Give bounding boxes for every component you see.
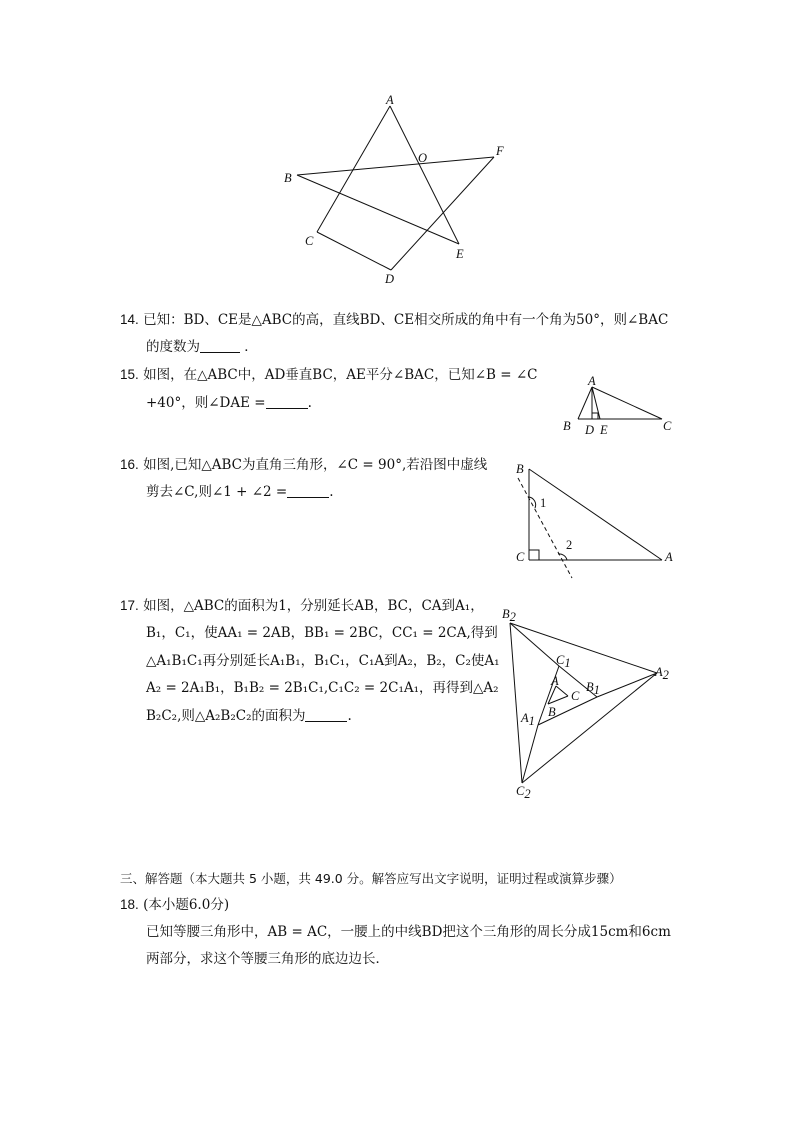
q14-text-1: 已知：BD、CE是△ABC的高，直线BD、CE相交所成的角中有一个角为50°，则∠BAC bbox=[143, 312, 669, 328]
label-B1: B1 bbox=[586, 680, 600, 697]
segment-C2B2 bbox=[510, 623, 522, 783]
q16-text-1: 如图,已知△ABC为直角三角形，∠C = 90°,若沿图中虚线 bbox=[143, 457, 488, 473]
label-2: 2 bbox=[566, 538, 573, 552]
q17-number: 17. bbox=[120, 598, 139, 613]
q14-text-2-end: ． bbox=[244, 339, 258, 355]
section3-heading: 三、解答题（本大题共 5 小题，共 49.0 分。解答应写出文字说明，证明过程或演算步骤） bbox=[120, 871, 622, 886]
q18-line1 bbox=[146, 923, 671, 941]
label-B2: B2 bbox=[502, 607, 516, 624]
q18-text-1: 已知等腰三角形中，AB = AC，一腰上的中线BD把这个三角形的周长分成15cm和6cm bbox=[146, 924, 671, 940]
q17-text-2: B₁，C₁，使AA₁ = 2AB，BB₁ = 2BC，CC₁ = 2CA,得到 bbox=[146, 625, 498, 641]
segment-B2A2 bbox=[510, 623, 657, 673]
label-A: A bbox=[588, 374, 596, 388]
q17-text-1: 如图，△ABC的面积为1，分别延长AB，BC，CA到A₁， bbox=[143, 598, 484, 614]
q16-text-2-end: . bbox=[329, 484, 334, 500]
label-A1: A1 bbox=[521, 711, 535, 728]
q15-text-2-end: . bbox=[307, 395, 312, 411]
extension-C1-C2 bbox=[522, 725, 538, 783]
q17-text-4: A₂ = 2A₁B₁，B₁B₂ = 2B₁C₁,C₁C₂ = 2C₁A₁，再得到△A₂ bbox=[146, 680, 499, 696]
label-C1: C1 bbox=[556, 653, 571, 670]
label-E: E bbox=[600, 423, 608, 437]
extension-B1-B2 bbox=[510, 623, 559, 666]
label-A: A bbox=[665, 550, 673, 564]
label-B: B bbox=[563, 419, 571, 433]
extension-A1-A2 bbox=[597, 673, 657, 697]
label-1: 1 bbox=[540, 496, 547, 510]
q14-text-2: 的度数为 bbox=[146, 339, 200, 355]
label-C: C bbox=[571, 689, 580, 703]
label-F: F bbox=[496, 144, 504, 158]
label-C: C bbox=[663, 419, 672, 433]
label-C: C bbox=[305, 234, 314, 248]
label-B: B bbox=[284, 171, 292, 185]
label-A: A bbox=[551, 674, 559, 688]
label-A: A bbox=[386, 93, 394, 107]
label-B: B bbox=[548, 705, 556, 719]
label-D: D bbox=[385, 272, 395, 286]
label-D: D bbox=[585, 423, 595, 437]
q17-text-5-end: . bbox=[347, 708, 352, 724]
q17-text-3: △A₁B₁C₁再分别延长A₁B₁，B₁C₁，C₁A到A₂，B₂，C₂使A₁ bbox=[146, 653, 500, 669]
q14-number: 14. bbox=[120, 312, 139, 327]
label-O: O bbox=[418, 151, 428, 165]
label-B: B bbox=[516, 462, 524, 476]
q18-text-2: 两部分，求这个等腰三角形的底边边长． bbox=[146, 951, 389, 967]
q17-text-5: B₂C₂,则△A₂B₂C₂的面积为 bbox=[146, 708, 306, 724]
q18-line2 bbox=[146, 950, 389, 968]
q18-number: 18. bbox=[120, 897, 139, 912]
label-C2: C2 bbox=[516, 784, 531, 801]
q18-header bbox=[120, 896, 229, 914]
q16-number: 16. bbox=[120, 457, 139, 472]
q16-text-2: 剪去∠C,则∠1 + ∠2 = bbox=[146, 484, 288, 500]
q15-text-2: +40°，则∠DAE = bbox=[146, 395, 266, 411]
label-A2: A2 bbox=[655, 665, 669, 682]
label-C: C bbox=[516, 550, 525, 564]
q15-number: 15. bbox=[120, 367, 139, 382]
q18-score: (本小题6.0分) bbox=[143, 897, 230, 913]
label-E: E bbox=[456, 247, 464, 261]
q15-text-1: 如图，在△ABC中，AD垂直BC，AE平分∠BAC，已知∠B = ∠C bbox=[143, 367, 538, 383]
